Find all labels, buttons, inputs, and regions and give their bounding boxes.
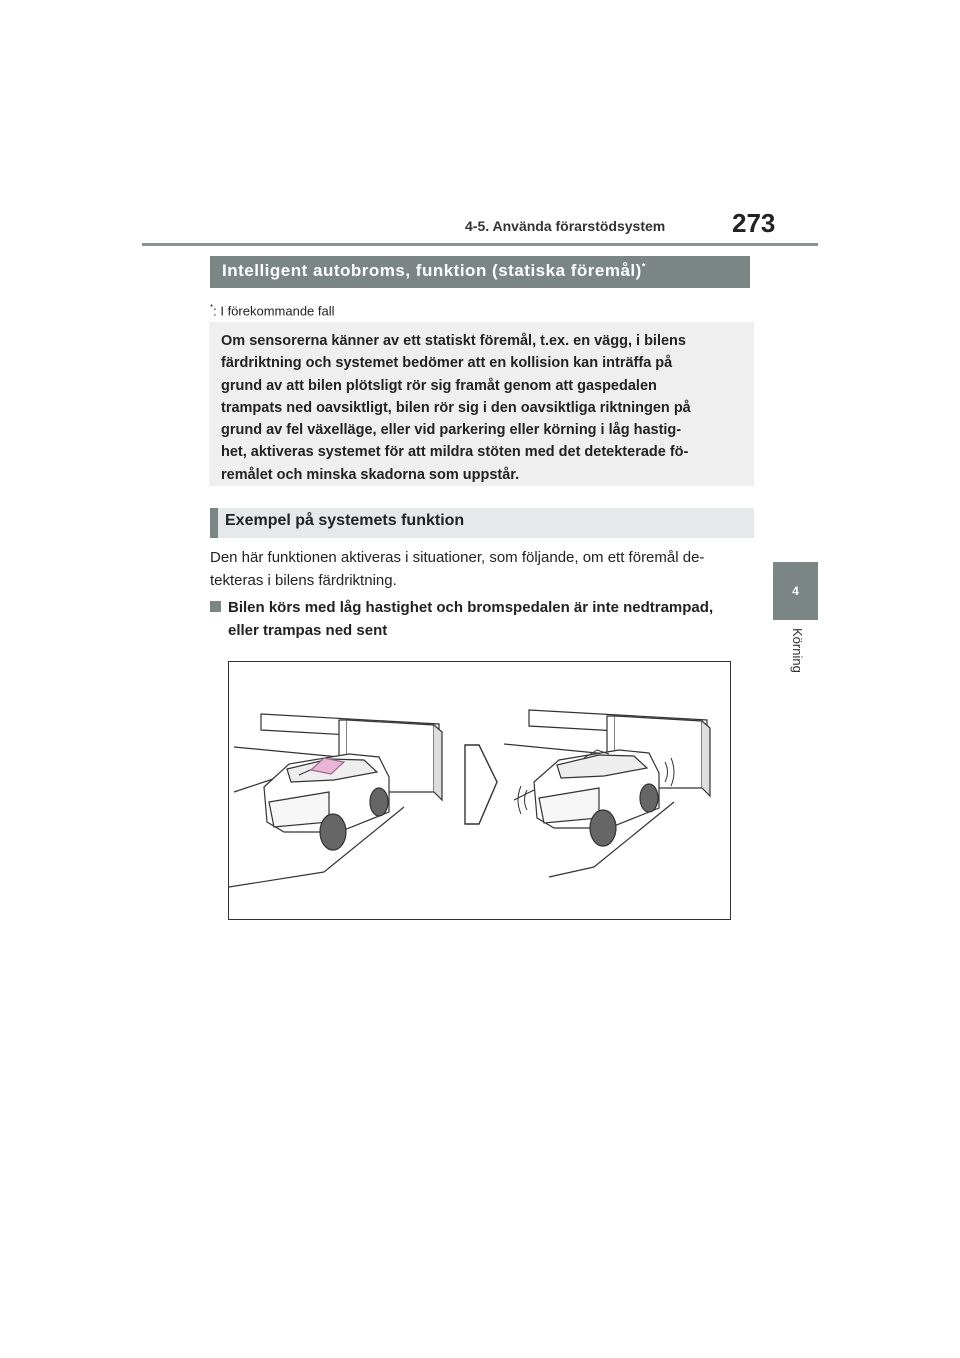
bullet-item <box>210 597 756 642</box>
page-number: 273 <box>732 208 776 238</box>
chapter-number: 4 <box>792 584 799 598</box>
heading-asterisk: * <box>641 261 646 272</box>
header-divider <box>142 243 818 246</box>
info-line: färdriktning och systemet bedömer att en kollision kan inträffa på <box>221 355 673 372</box>
sub-heading: Exempel på systemets funktion <box>210 508 754 538</box>
info-box <box>209 322 754 486</box>
section-heading <box>210 256 750 288</box>
info-line: Om sensorerna känner av ett statiskt föremål, t.ex. en vägg, i bilens <box>221 333 686 349</box>
info-line: grund av att bilen plötsligt rör sig framåt genom att gaspedalen <box>221 377 657 394</box>
bullet-line: eller trampas ned sent <box>228 621 388 639</box>
chapter-tab[interactable] <box>773 562 818 620</box>
section-title: 4-5. Använda förarstödsystem <box>465 218 666 234</box>
body-line: tekteras i bilens färdriktning. <box>210 571 397 589</box>
footnote <box>210 303 335 318</box>
chapter-label: Körning <box>790 628 805 673</box>
info-line: remålet och minska skadorna som uppstår. <box>221 466 520 483</box>
info-line: grund av fel växelläge, eller vid parkering eller körning i låg hastig- <box>221 422 682 439</box>
bullet-line: Bilen körs med låg hastighet och bromspedalen är inte nedtrampad, <box>228 599 714 616</box>
footnote-text: : I förekommande fall <box>213 303 335 319</box>
car-wall-illustration <box>229 662 730 919</box>
body-paragraph <box>210 547 756 592</box>
transition-arrow-icon <box>465 745 497 824</box>
section-heading-text: Intelligent autobroms, funktion (statiska föremål) <box>222 261 642 280</box>
bullet-square-icon <box>210 601 221 612</box>
info-line: het, aktiveras systemet för att mildra stöten med det detekterade fö- <box>221 444 689 461</box>
body-line: Den här funktionen aktiveras i situationer, som följande, om ett föremål de- <box>210 549 705 566</box>
footnote-marker: * <box>210 303 214 312</box>
car-right-icon <box>534 750 659 846</box>
illustration-frame <box>228 661 731 920</box>
info-line: trampats ned oavsiktligt, bilen rör sig i den oavsiktliga riktningen på <box>221 399 691 416</box>
